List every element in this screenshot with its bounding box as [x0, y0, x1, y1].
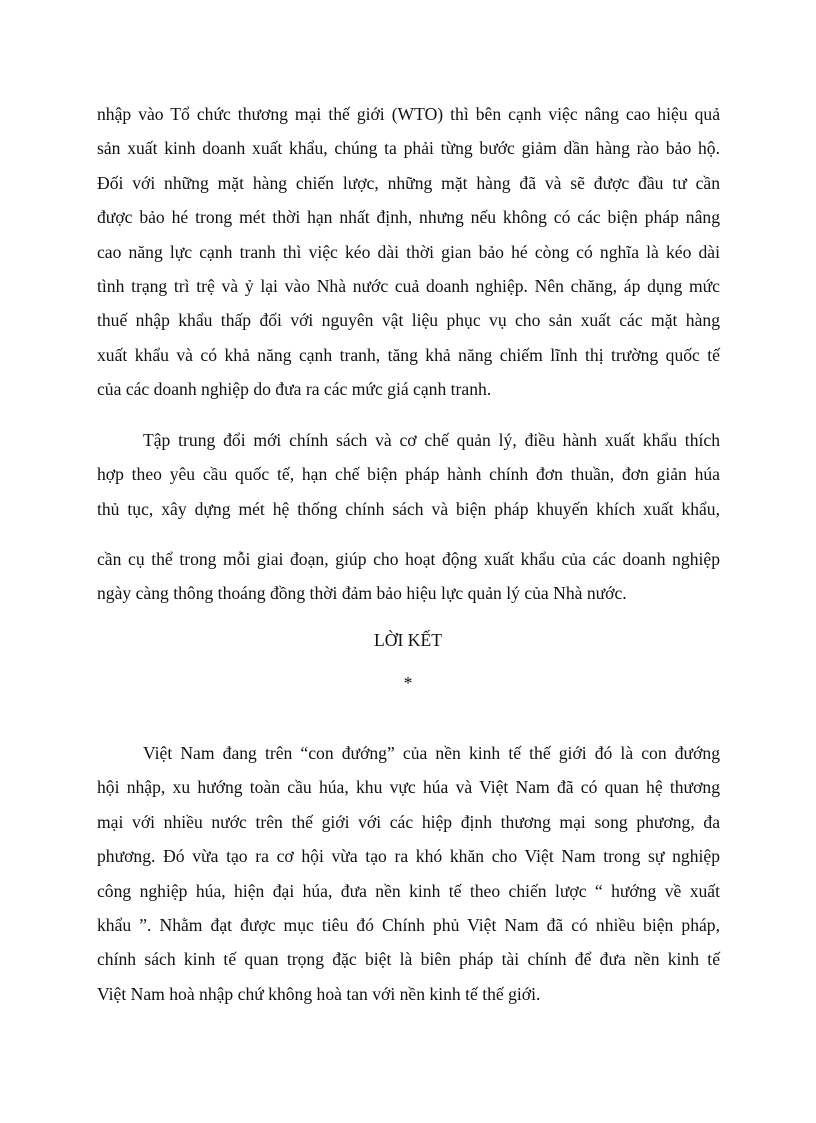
- text-line: phương. Đó vừa tạo ra cơ hội vừa tạo ra khó khăn cho Việt Nam trong sự nghiệp: [97, 846, 720, 867]
- text-line: thuế nhập khẩu thấp đối với nguyên vật liệu phục vụ cho sản xuất các mặt hàng: [97, 310, 720, 331]
- conclusion-heading: LỜI KẾT: [374, 630, 442, 650]
- text-line: của các doanh nghiệp do đưa ra các mức giá cạnh tranh.: [97, 379, 492, 400]
- text-line: Đối với những mặt hàng chiến lược, những mặt hàng đã và sẽ được đầu tư cần: [97, 172, 720, 193]
- separator-asterisk: *: [403, 673, 413, 693]
- text-line: hội nhập, xu hướng toàn cầu húa, khu vực húa và Việt Nam đã có quan hệ thương: [97, 777, 720, 798]
- paragraph-policy-reform-continued: [97, 542, 720, 611]
- text-line: mại với nhiều nước trên thế giới với các hiệp định thương mại song phương, đa: [97, 811, 720, 832]
- text-line: xuất khẩu và có khả năng cạnh tranh, tăng khả năng chiếm lĩnh thị trường quốc tế: [97, 344, 720, 365]
- text-line: khẩu ”. Nhằm đạt được mục tiêu đó Chính phủ Việt Nam đã có nhiều biện pháp,: [97, 914, 720, 935]
- text-line: nhập vào Tổ chức thương mại thế giới (WTO) thì bên cạnh việc nâng cao hiệu quả: [97, 104, 720, 124]
- text-line: chính sách kinh tế quan trọng đặc biệt là biên pháp tài chính để đưa nền kinh tế: [97, 949, 720, 970]
- paragraph-policy-reform: [97, 423, 720, 526]
- text-line: ngày càng thông thoáng đồng thời đảm bảo hiệu lực quản lý của Nhà nước.: [97, 583, 627, 604]
- text-line: được bảo hé trong mét thời hạn nhất định, nhưng nếu không có các biện pháp nâng: [97, 207, 720, 228]
- text-line: Việt Nam hoà nhập chứ không hoà tan với nền kinh tế thế giới.: [97, 983, 541, 1004]
- text-line: tình trạng trì trệ và ỷ lại vào Nhà nước cuả doanh nghiệp. Nên chăng, áp dụng mức: [97, 275, 720, 296]
- text-line: thủ tục, xây dựng mét hệ thống chính sách và biện pháp khuyến khích xuất khẩu,: [97, 498, 720, 519]
- text-line: Tập trung đổi mới chính sách và cơ chế quản lý, điều hành xuất khẩu thích: [143, 430, 720, 450]
- text-line: cần cụ thể trong mỗi giai đoạn, giúp cho hoạt động xuất khẩu của các doanh nghiệp: [97, 549, 720, 569]
- paragraph-trade-protection: [97, 97, 720, 407]
- text-line: cao năng lực cạnh tranh thì việc kéo dài thời gian bảo hé còng có nghĩa là kéo dài: [97, 241, 720, 262]
- paragraph-conclusion: [97, 736, 720, 1011]
- text-line: hợp theo yêu cầu quốc tế, hạn chế biện pháp hành chính đơn thuần, đơn giản húa: [97, 464, 720, 485]
- text-line: sản xuất kinh doanh xuất khẩu, chúng ta phải từng bước giảm dần hàng rào bảo hộ.: [97, 138, 720, 159]
- text-line: Việt Nam đang trên “con đướng” của nền kinh tế thế giới đó là con đướng: [143, 743, 720, 763]
- text-line: công nghiệp húa, hiện đại húa, đưa nền kinh tế theo chiến lược “ hướng về xuất: [97, 880, 720, 901]
